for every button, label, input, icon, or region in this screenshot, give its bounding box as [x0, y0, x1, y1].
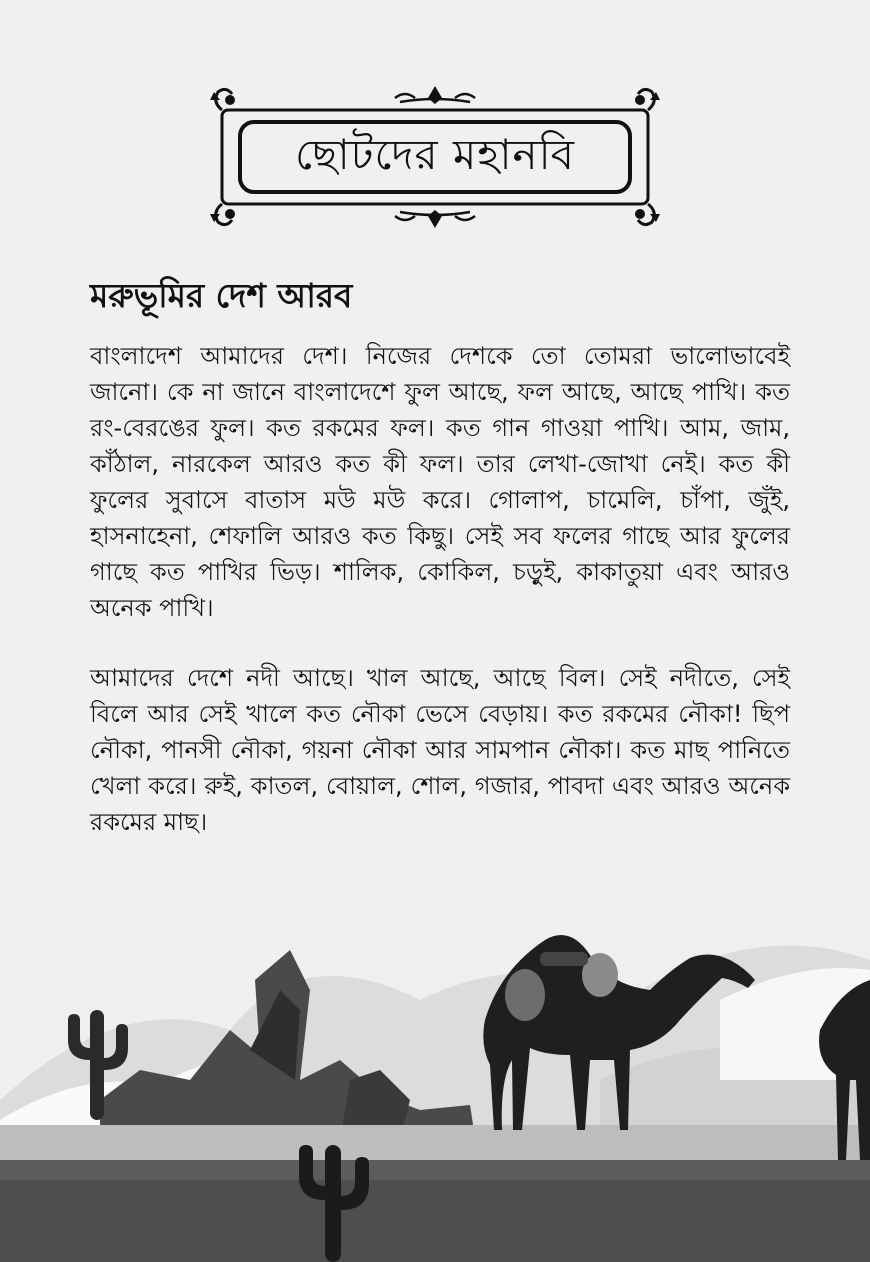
- section-heading: মরুভূমির দেশ আরব: [90, 276, 353, 315]
- desert-illustration: [0, 880, 870, 1262]
- page-title: ছোটদের মহানবি: [295, 129, 575, 179]
- title-frame: [200, 82, 670, 232]
- paragraph-2: আমাদের দেশে নদী আছে। খাল আছে, আছে বিল। সেই নদীতে, সেই বিলে আর সেই খালে কত নৌকা ভেসে বেড়ায়। কত রকমের নৌকা! ছিপ নৌকা, পানসী নৌকা, গয়না নৌকা আর সামপান নৌকা। কত মাছ পানিতে খেলা করে। রুই, কাতল, বোয়াল, শোল, গজার, পাবদা এবং আরও অনেক রকমের মাছ।: [90, 664, 790, 836]
- desert-scene-icon: [0, 880, 870, 1262]
- paragraph-1: বাংলাদেশ আমাদের দেশ। নিজের দেশকে তো তোমরা ভালোভাবেই জানো। কে না জানে বাংলাদেশে ফুল আছে, ফল আছে, আছে পাখি। কত রং-বেরঙের ফুল। কত রকমের ফল। কত গান গাওয়া পাখি। আম, জাম, কাঁঠাল, নারকেল আরও কত কী ফল। তার লেখা-জোখা নেই। কত কী ফুলের সুবাসে বাতাস মউ মউ করে। গোলাপ, চামেলি, চাঁপা, জুঁই, হাসনাহেনা, শেফালি আরও কত কিছু। সেই সব ফলের গাছে আর ফুলের গাছে কত পাখির ভিড়। শালিক, কোকিল, চড়ুই, কাকাতুয়া এবং আরও অনেক পাখি।: [90, 342, 790, 622]
